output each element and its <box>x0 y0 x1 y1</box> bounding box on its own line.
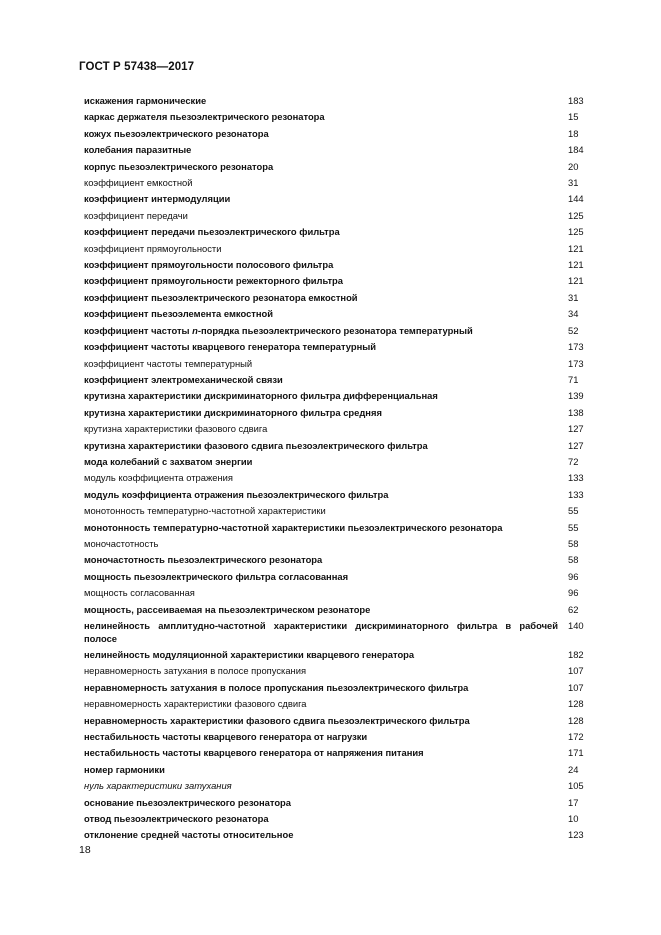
index-page-ref: 139 <box>568 390 584 402</box>
index-term: нелинейность амплитудно-частотной характеристики дискриминаторного фильтра в рабочей полосе <box>84 620 558 644</box>
index-entry <box>84 308 590 321</box>
index-page-ref: 24 <box>568 763 579 775</box>
index-term: каркас держателя пьезоэлектрического резонатора <box>84 111 325 123</box>
index-entry <box>84 554 590 567</box>
index-page-ref: 107 <box>568 681 584 693</box>
document-header: ГОСТ Р 57438—2017 <box>79 61 195 73</box>
index-page-ref: 34 <box>568 308 579 320</box>
index-term: коэффициент прямоугольности полосового фильтра <box>84 259 334 271</box>
index-term: отклонение средней частоты относительное <box>84 829 294 841</box>
index-entry <box>84 161 590 174</box>
index-page-ref: 125 <box>568 226 584 238</box>
index-term: моночастотность пьезоэлектрического резонатора <box>84 554 323 566</box>
index-entry <box>84 243 590 256</box>
index-term: нуль характеристики затухания <box>84 780 232 792</box>
index-page-ref: 172 <box>568 731 584 743</box>
index-term: корпус пьезоэлектрического резонатора <box>84 160 274 172</box>
index-page-ref: 173 <box>568 341 584 353</box>
index-entry <box>84 259 590 272</box>
index-page-ref: 18 <box>568 127 579 139</box>
index-term: монотонность температурно-частотной характеристики <box>84 505 326 517</box>
index-entry <box>84 95 590 108</box>
index-term: модуль коэффициента отражения пьезоэлектрического фильтра <box>84 488 389 500</box>
index-entry <box>84 505 590 518</box>
index-entry <box>84 374 590 387</box>
index-term: коэффициент частоты кварцевого генератора температурный <box>84 341 377 353</box>
index-term: колебания паразитные <box>84 144 192 156</box>
index-entry <box>84 390 590 403</box>
index-page-ref: 138 <box>568 406 584 418</box>
index-page-ref: 127 <box>568 439 584 451</box>
index-entry <box>84 604 590 617</box>
index-term: коэффициент частоты n-порядка пьезоэлектрического резонатора температурный <box>84 324 473 336</box>
index-entry <box>84 275 590 288</box>
index-page-ref: 107 <box>568 665 584 677</box>
index-entry <box>84 440 590 453</box>
index-term: коэффициент прямоугольности режекторного фильтра <box>84 275 343 287</box>
index-page-ref: 133 <box>568 488 584 500</box>
index-term: коэффициент пьезоэлектрического резонатора емкостной <box>84 291 358 303</box>
index-page-ref: 20 <box>568 160 579 172</box>
index-entry <box>84 813 590 826</box>
index-entry <box>84 731 590 744</box>
index-term: мощность, рассеиваемая на пьезоэлектрическом резонаторе <box>84 603 371 615</box>
index-term: неравномерность затухания в полосе пропускания пьезоэлектрического фильтра <box>84 681 469 693</box>
index-term: кожух пьезоэлектрического резонатора <box>84 127 269 139</box>
index-page-ref: 173 <box>568 357 584 369</box>
index-term: основание пьезоэлектрического резонатора <box>84 796 291 808</box>
index-entry <box>84 538 590 551</box>
index-page-ref: 31 <box>568 177 579 189</box>
index-page-ref: 183 <box>568 95 584 106</box>
index-page-ref: 184 <box>568 144 584 156</box>
index-term: коэффициент пьезоэлемента емкостной <box>84 308 274 320</box>
index-entry <box>84 472 590 485</box>
page-number: 18 <box>79 844 91 856</box>
index-entry <box>84 489 590 502</box>
index-term: крутизна характеристики дискриминаторного фильтра средняя <box>84 406 382 418</box>
index-page-ref: 125 <box>568 209 584 221</box>
index-page-ref: 128 <box>568 714 584 726</box>
index-term: модуль коэффициента отражения <box>84 472 233 484</box>
index-page-ref: 123 <box>568 829 584 841</box>
index-page-ref: 55 <box>568 521 579 533</box>
index-page-ref: 133 <box>568 472 584 484</box>
index-page-ref: 127 <box>568 423 584 435</box>
index-page-ref: 72 <box>568 455 579 467</box>
index-term: нелинейность модуляционной характеристики кварцевого генератора <box>84 649 415 660</box>
index-term: коэффициент интермодуляции <box>84 193 231 205</box>
index-page-ref: 10 <box>568 813 579 825</box>
index-page-ref: 144 <box>568 193 584 205</box>
index-page-ref: 105 <box>568 780 584 792</box>
index-term: нестабильность частоты кварцевого генератора от нагрузки <box>84 731 368 743</box>
index-term: нестабильность частоты кварцевого генератора от напряжения питания <box>84 747 424 759</box>
index-page-ref: 171 <box>568 747 584 759</box>
index-entry <box>84 522 590 535</box>
index-page-ref: 96 <box>568 570 579 582</box>
index-term: коэффициент электромеханической связи <box>84 373 283 385</box>
index-page-ref: 121 <box>568 275 584 287</box>
index-entry <box>84 423 590 436</box>
index-page-ref: 58 <box>568 537 579 549</box>
index-entry <box>84 341 590 354</box>
index-entry <box>84 682 590 695</box>
index-term: крутизна характеристики дискриминаторного фильтра дифференциальная <box>84 390 438 402</box>
index-page-ref: 15 <box>568 111 579 123</box>
term-index <box>84 95 590 846</box>
index-term: искажения гармонические <box>84 95 207 106</box>
index-term: крутизна характеристики фазового сдвига пьезоэлектрического фильтра <box>84 439 428 451</box>
index-entry <box>84 292 590 305</box>
index-term: мощность пьезоэлектрического фильтра согласованная <box>84 570 349 582</box>
index-entry <box>84 715 590 728</box>
index-entry <box>84 144 590 157</box>
index-term: мощность согласованная <box>84 587 195 599</box>
index-term: мода колебаний с захватом энергии <box>84 455 253 467</box>
index-entry <box>84 649 590 662</box>
index-entry <box>84 111 590 124</box>
index-entry <box>84 780 590 793</box>
index-entry <box>84 571 590 584</box>
index-entry <box>84 665 590 678</box>
index-entry <box>84 587 590 600</box>
index-page-ref: 96 <box>568 587 579 599</box>
index-term: коэффициент прямоугольности <box>84 242 222 254</box>
index-entry <box>84 128 590 141</box>
index-page-ref: 140 <box>568 620 584 631</box>
index-entry <box>84 407 590 420</box>
index-page-ref: 52 <box>568 324 579 336</box>
index-term: неравномерность характеристики фазового сдвига пьезоэлектрического фильтра <box>84 714 470 726</box>
index-entry <box>84 210 590 223</box>
index-page-ref: 58 <box>568 554 579 566</box>
index-term: отвод пьезоэлектрического резонатора <box>84 813 269 825</box>
index-entry <box>84 226 590 239</box>
index-page-ref: 71 <box>568 373 579 385</box>
index-page-ref: 128 <box>568 698 584 710</box>
index-page-ref: 62 <box>568 603 579 615</box>
index-entry <box>84 358 590 371</box>
index-page-ref: 17 <box>568 796 579 808</box>
index-entry <box>84 797 590 810</box>
index-entry <box>84 325 590 338</box>
index-term: неравномерность характеристики фазового сдвига <box>84 698 307 710</box>
index-entry <box>84 193 590 206</box>
index-term: коэффициент емкостной <box>84 177 193 189</box>
index-page-ref: 31 <box>568 291 579 303</box>
index-term: номер гармоники <box>84 763 165 775</box>
index-entry <box>84 764 590 777</box>
index-term: неравномерность затухания в полосе пропускания <box>84 665 307 677</box>
index-entry <box>84 177 590 190</box>
index-entry <box>84 620 590 645</box>
index-page-ref: 121 <box>568 242 584 254</box>
index-entry <box>84 829 590 842</box>
index-page-ref: 182 <box>568 649 584 660</box>
index-page-ref: 55 <box>568 505 579 517</box>
index-term: монотонность температурно-частотной характеристики пьезоэлектрического резонатора <box>84 521 503 533</box>
index-entry <box>84 698 590 711</box>
index-entry <box>84 456 590 469</box>
index-term: моночастотность <box>84 537 159 549</box>
index-term: коэффициент передачи пьезоэлектрического фильтра <box>84 226 340 238</box>
index-entry <box>84 747 590 760</box>
index-term: крутизна характеристики фазового сдвига <box>84 423 268 435</box>
index-term: коэффициент частоты температурный <box>84 357 253 369</box>
index-page-ref: 121 <box>568 259 584 271</box>
index-term: коэффициент передачи <box>84 209 188 221</box>
